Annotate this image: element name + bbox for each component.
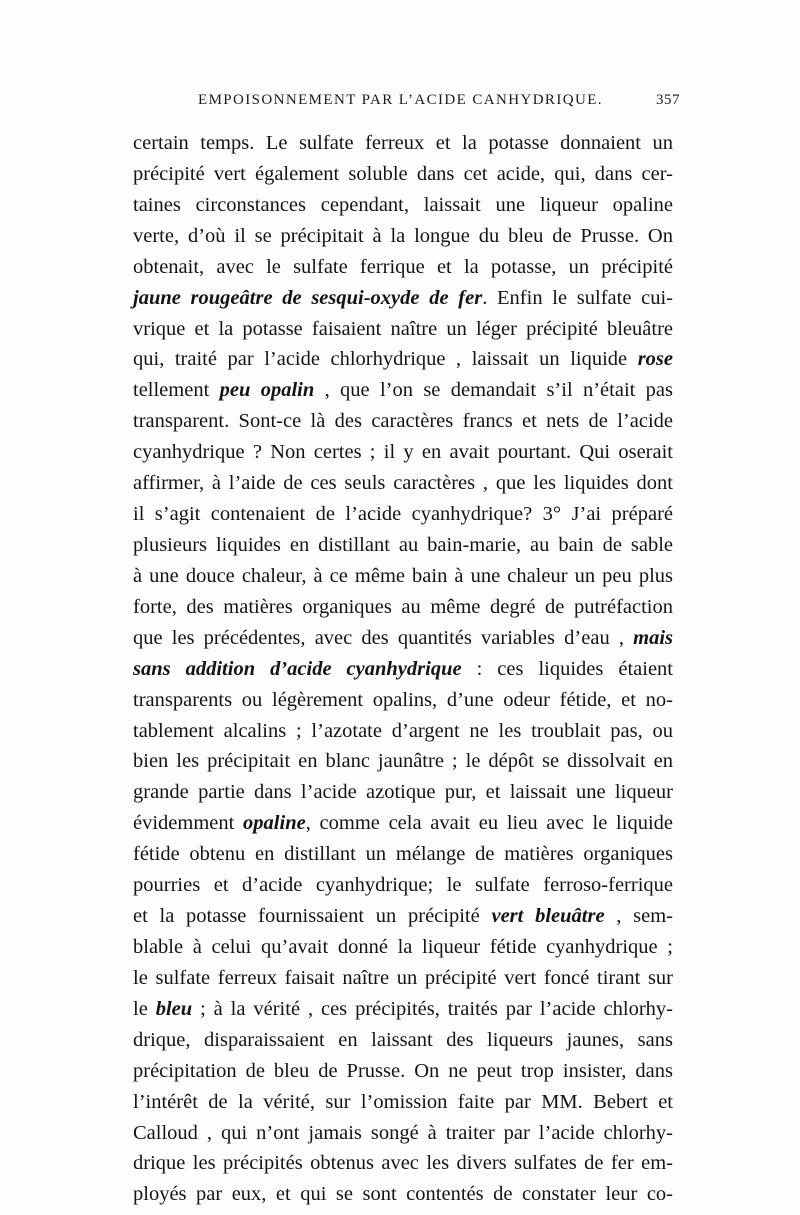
text-segment: plusieurs liquides en distillant au bain-marie, au bain de sable — [133, 533, 673, 556]
emphasized-text: bleu — [155, 997, 193, 1020]
text-segment: blable à celui qu’avait donné la liqueur fétide cyanhydrique ; — [133, 935, 673, 958]
text-line — [133, 190, 673, 221]
emphasized-text: opaline — [243, 812, 306, 835]
text-line — [133, 994, 673, 1025]
text-segment: ; à la vérité , ces précipités, traités par l’acide chlorhy- — [192, 997, 673, 1020]
text-line — [133, 1179, 673, 1210]
text-segment: il s’agit contenaient de l’acide cyanhydrique? 3° J’ai préparé — [133, 503, 673, 526]
text-line — [133, 777, 673, 808]
emphasized-text: sans addition d’acide cyanhydrique — [133, 657, 462, 680]
body-text — [133, 128, 673, 1210]
text-line — [133, 314, 673, 345]
text-line — [133, 623, 673, 654]
text-segment: transparents ou légèrement opalins, d’une odeur fétide, et no- — [133, 688, 673, 711]
text-segment: vrique et la potasse faisaient naître un léger précipité bleuâtre — [133, 317, 673, 340]
text-segment: grande partie dans l’acide azotique pur, et laissait une liqueur — [133, 781, 673, 804]
text-line — [133, 1087, 673, 1118]
italic-span — [243, 812, 306, 834]
text-line — [133, 1025, 673, 1056]
text-segment: verte, d’où il se précipitait à la longue du bleu de Prusse. On — [133, 224, 673, 247]
italic-span — [133, 287, 482, 309]
text-segment: cyanhydrique ? Non certes ; il y en avait pourtant. Qui oserait — [133, 441, 673, 464]
text-line — [133, 1056, 673, 1087]
text-line — [133, 654, 673, 685]
text-segment: . Enfin le sulfate cui- — [482, 286, 674, 309]
text-segment: l’intérêt de la vérité, sur l’omission faite par MM. Bebert et — [133, 1090, 673, 1113]
emphasized-text: jaune rougeâtre de sesqui-oxyde de fer — [133, 286, 483, 309]
text-segment: qui, traité par l’acide chlorhydrique , laissait un liquide — [133, 348, 638, 371]
text-line — [133, 128, 673, 159]
emphasized-text: vert bleuâtre — [491, 905, 605, 928]
text-segment: bien les précipitait en blanc jaunâtre ; le dépôt se dissolvait en — [133, 750, 673, 773]
text-line — [133, 1118, 673, 1149]
italic-span — [491, 905, 604, 927]
text-line — [133, 252, 673, 283]
text-segment: fétide obtenu en distillant un mélange de matières organiques — [133, 843, 673, 866]
text-segment: que les précédentes, avec des quantités variables d’eau , — [133, 626, 634, 649]
text-line — [133, 901, 673, 932]
text-segment: drique les précipités obtenus avec les divers sulfates de fer em- — [133, 1152, 673, 1175]
text-line — [133, 437, 673, 468]
page-number: 357 — [656, 92, 680, 108]
text-line — [133, 1148, 673, 1179]
italic-span — [220, 379, 315, 401]
emphasized-text: peu opalin — [219, 379, 315, 402]
text-segment: drique, disparaissaient en laissant des liqueurs jaunes, sans — [133, 1028, 673, 1051]
text-line — [133, 468, 673, 499]
text-segment: , que l’on se demandait s’il n’était pas — [314, 379, 674, 402]
emphasized-text: mais — [633, 626, 673, 649]
text-segment: , comme cela avait eu lieu avec le liquide — [305, 812, 673, 835]
text-line — [133, 530, 673, 561]
text-line — [133, 283, 673, 314]
emphasized-text: rose — [637, 348, 673, 371]
text-segment: tablement alcalins ; l’azotate d’argent ne les troublait pas, ou — [133, 719, 673, 742]
italic-span — [156, 998, 192, 1020]
text-line — [133, 839, 673, 870]
text-segment: , sem- — [604, 905, 673, 928]
text-segment: le sulfate ferreux faisait naître un précipité vert foncé tirant sur — [133, 966, 673, 989]
text-line — [133, 746, 673, 777]
italic-span — [633, 627, 673, 649]
text-segment: taines circonstances cependant, laissait une liqueur opaline — [133, 193, 673, 216]
text-line — [133, 932, 673, 963]
text-segment: obtenait, avec le sulfate ferrique et la potasse, un précipité — [133, 255, 673, 278]
text-line — [133, 375, 673, 406]
text-segment: forte, des matières organiques au même degré de putréfaction — [133, 595, 673, 618]
text-line — [133, 685, 673, 716]
italic-span — [133, 658, 462, 680]
page-header — [198, 92, 680, 118]
text-line — [133, 159, 673, 190]
text-line — [133, 963, 673, 994]
text-segment: affirmer, à l’aide de ces seuls caractères , que les liquides dont — [133, 472, 673, 495]
italic-span — [638, 348, 673, 370]
text-segment: : ces liquides étaient — [461, 657, 674, 680]
text-line — [133, 406, 673, 437]
text-line — [133, 808, 673, 839]
text-segment: et la potasse fournissaient un précipité — [133, 905, 492, 928]
text-line — [133, 561, 673, 592]
text-segment: précipitation de bleu de Prusse. On ne peut trop insister, dans — [133, 1059, 673, 1082]
text-segment: Calloud , qui n’ont jamais songé à traiter par l’acide chlorhy- — [133, 1121, 673, 1144]
text-line — [133, 870, 673, 901]
text-segment: ployés par eux, et qui se sont contentés de constater leur co- — [133, 1183, 673, 1206]
text-segment: transparent. Sont-ce là des caractères francs et nets de l’acide — [133, 410, 673, 433]
running-title: EMPOISONNEMENT PAR L’ACIDE CANHYDRIQUE. — [198, 92, 603, 108]
text-line — [133, 221, 673, 252]
text-segment: à une douce chaleur, à ce même bain à une chaleur un peu plus — [133, 564, 673, 587]
text-segment: tellement — [133, 379, 220, 402]
text-segment: précipité vert également soluble dans cet acide, qui, dans cer- — [133, 162, 673, 185]
text-segment: évidemment — [133, 812, 244, 835]
text-line — [133, 592, 673, 623]
text-line — [133, 344, 673, 375]
text-line — [133, 499, 673, 530]
text-segment: pourries et d’acide cyanhydrique; le sulfate ferroso-ferrique — [133, 874, 673, 897]
text-line — [133, 716, 673, 747]
text-segment: le — [133, 997, 156, 1020]
text-segment: certain temps. Le sulfate ferreux et la potasse donnaient un — [133, 132, 673, 154]
